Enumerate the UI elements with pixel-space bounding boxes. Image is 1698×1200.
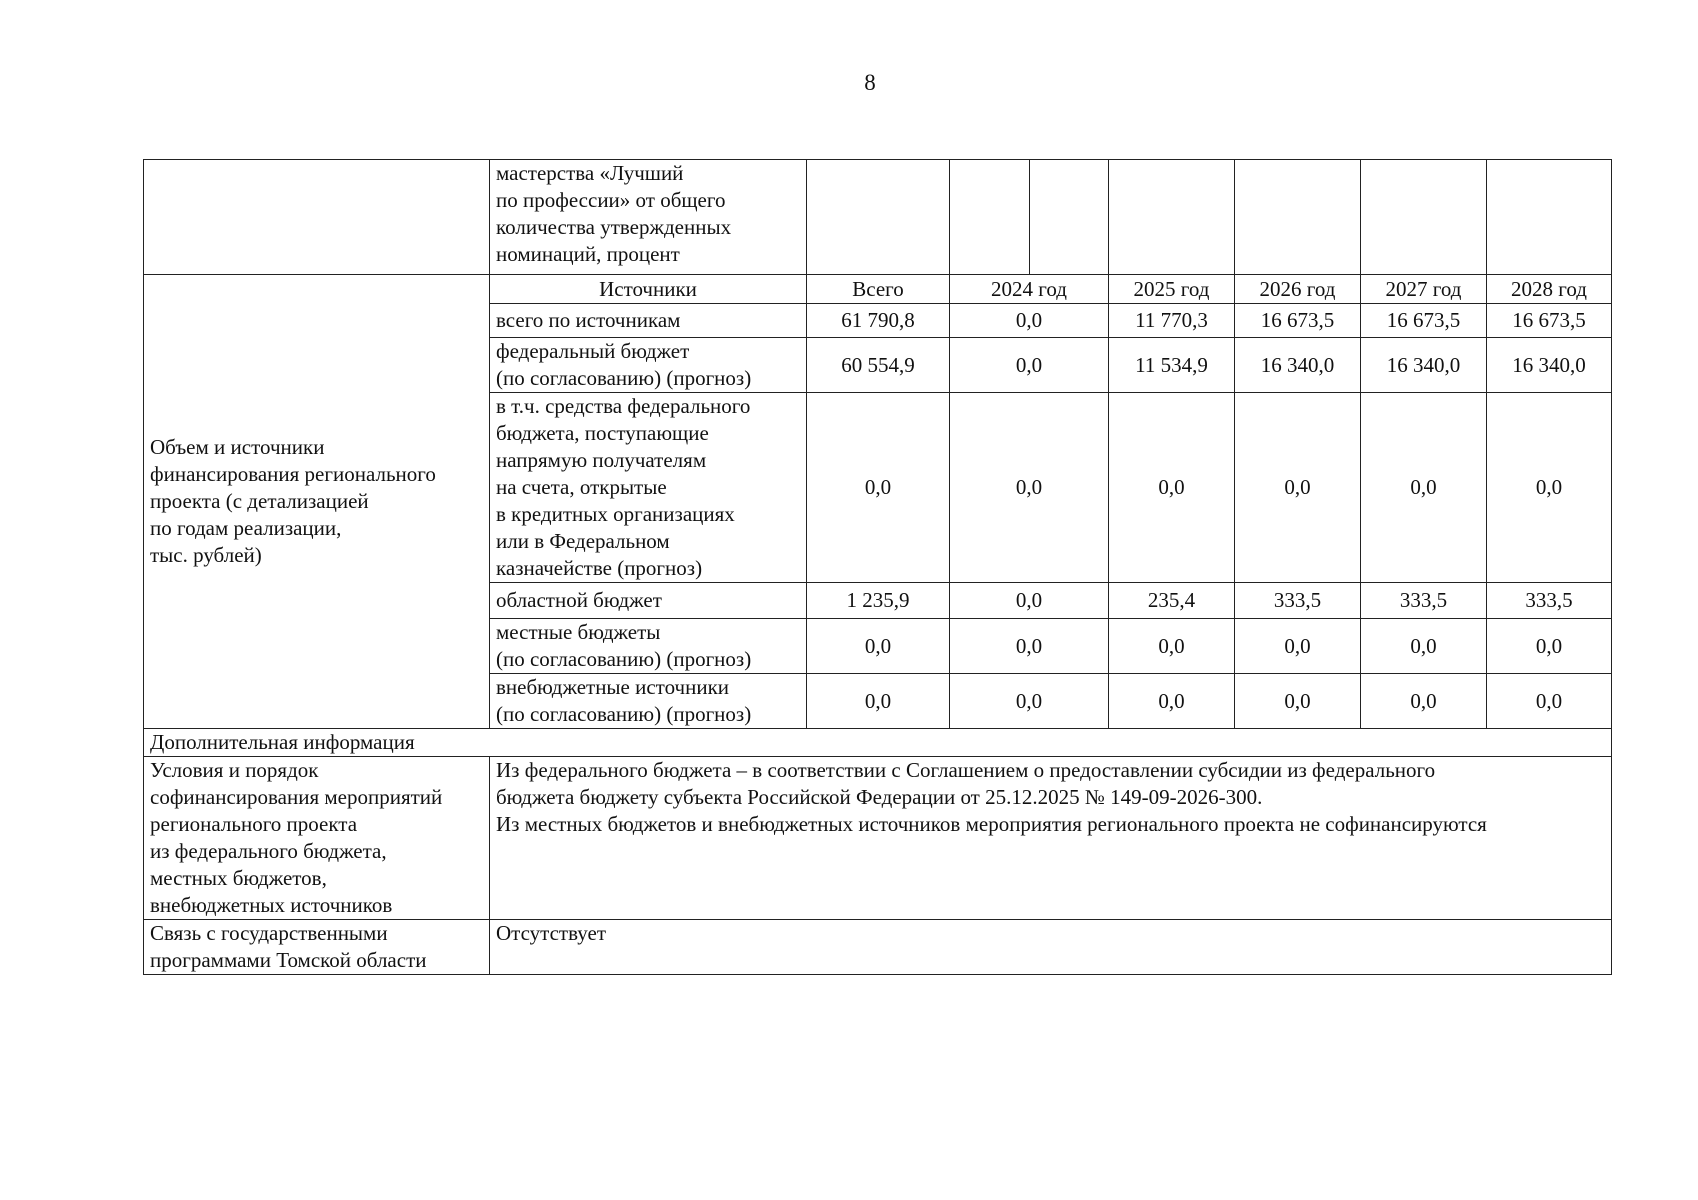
value-2026: 16 673,5 [1235, 304, 1361, 338]
value-total: 0,0 [807, 393, 950, 583]
value-2027: 333,5 [1361, 583, 1487, 619]
financing-label: Объем и источники финансирования регионального проекта (с детализацией по годам реализации, тыс. рублей) [144, 275, 490, 729]
empty-cell [807, 160, 950, 275]
header-2024: 2024 год [950, 275, 1109, 304]
financing-header-row [144, 275, 1612, 304]
empty-cell [1235, 160, 1361, 275]
value-2026: 16 340,0 [1235, 338, 1361, 393]
programs-link-row [144, 920, 1612, 975]
source-name: местные бюджеты (по согласованию) (прогноз) [490, 619, 807, 674]
conditions-text: Из федерального бюджета – в соответствии с Соглашением о предоставлении субсидии из федерального бюджета бюджету субъекта Российской Федерации от 25.12.2025 № 149-09-2026-300. Из местных бюджетов и внебюджетных источников мероприятия регионального проекта не софинансируются [490, 757, 1612, 920]
project-passport-table [143, 159, 1612, 975]
value-2026: 0,0 [1235, 393, 1361, 583]
value-2028: 16 340,0 [1487, 338, 1612, 393]
source-name: в т.ч. средства федерального бюджета, поступающие напрямую получателям на счета, открытые в кредитных организациях или в Федеральном казначействе (прогноз) [490, 393, 807, 583]
header-sources: Источники [490, 275, 807, 304]
conditions-label: Условия и порядок софинансирования мероприятий регионального проекта из федерального бюджета, местных бюджетов, внебюджетных источников [144, 757, 490, 920]
value-2025: 11 770,3 [1109, 304, 1235, 338]
value-2026: 333,5 [1235, 583, 1361, 619]
empty-label-cell [144, 160, 490, 275]
value-2027: 16 673,5 [1361, 304, 1487, 338]
empty-cell [1361, 160, 1487, 275]
conditions-row [144, 757, 1612, 920]
empty-cell [1109, 160, 1235, 275]
value-2025: 0,0 [1109, 619, 1235, 674]
source-name: федеральный бюджет (по согласованию) (прогноз) [490, 338, 807, 393]
value-2024: 0,0 [950, 619, 1109, 674]
indicator-name-cell: мастерства «Лучший по профессии» от общего количества утвержденных номинаций, процент [490, 160, 807, 275]
value-2027: 16 340,0 [1361, 338, 1487, 393]
empty-cell [950, 160, 1030, 275]
value-2028: 16 673,5 [1487, 304, 1612, 338]
value-total: 0,0 [807, 619, 950, 674]
value-2027: 0,0 [1361, 674, 1487, 729]
value-total: 60 554,9 [807, 338, 950, 393]
source-name: областной бюджет [490, 583, 807, 619]
additional-info-heading: Дополнительная информация [144, 729, 1612, 757]
value-2025: 0,0 [1109, 393, 1235, 583]
header-total: Всего [807, 275, 950, 304]
source-name: внебюджетные источники (по согласованию) (прогноз) [490, 674, 807, 729]
value-2024: 0,0 [950, 674, 1109, 729]
header-2026: 2026 год [1235, 275, 1361, 304]
value-total: 0,0 [807, 674, 950, 729]
empty-cell [1030, 160, 1109, 275]
value-2028: 333,5 [1487, 583, 1612, 619]
page-number: 8 [864, 70, 876, 95]
value-2027: 0,0 [1361, 393, 1487, 583]
value-2026: 0,0 [1235, 674, 1361, 729]
value-2028: 0,0 [1487, 619, 1612, 674]
value-2024: 0,0 [950, 393, 1109, 583]
empty-cell [1487, 160, 1612, 275]
value-2028: 0,0 [1487, 674, 1612, 729]
header-2028: 2028 год [1487, 275, 1612, 304]
value-2026: 0,0 [1235, 619, 1361, 674]
additional-info-heading-row [144, 729, 1612, 757]
value-total: 61 790,8 [807, 304, 950, 338]
value-2025: 235,4 [1109, 583, 1235, 619]
value-2024: 0,0 [950, 338, 1109, 393]
value-2025: 0,0 [1109, 674, 1235, 729]
source-name: всего по источникам [490, 304, 807, 338]
value-2027: 0,0 [1361, 619, 1487, 674]
value-2024: 0,0 [950, 583, 1109, 619]
header-2027: 2027 год [1361, 275, 1487, 304]
continuation-row [144, 160, 1612, 275]
value-2025: 11 534,9 [1109, 338, 1235, 393]
value-total: 1 235,9 [807, 583, 950, 619]
programs-link-value: Отсутствует [490, 920, 1612, 975]
value-2024: 0,0 [950, 304, 1109, 338]
programs-link-label: Связь с государственными программами Томской области [144, 920, 490, 975]
header-2025: 2025 год [1109, 275, 1235, 304]
value-2028: 0,0 [1487, 393, 1612, 583]
